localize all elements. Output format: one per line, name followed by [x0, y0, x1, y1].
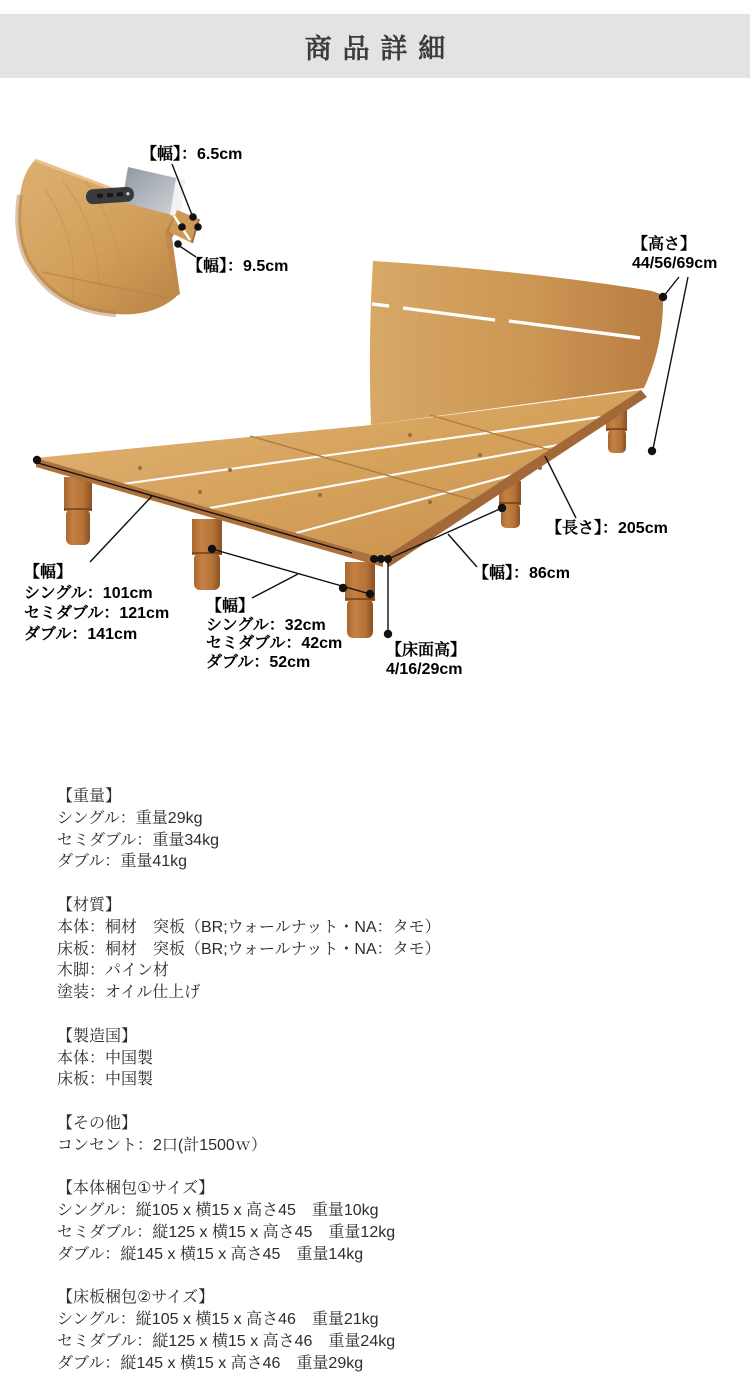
- dimension-dot: [339, 584, 347, 592]
- dimension-dot: [208, 545, 216, 553]
- spec-line: [57, 1263, 441, 1285]
- spec-line: [57, 1001, 441, 1023]
- dimension-dot: [648, 447, 656, 455]
- bed-leg: [192, 519, 222, 590]
- spec-line: 本体：中国製: [57, 1049, 154, 1067]
- bed-leg: [64, 477, 92, 545]
- spec-line: 床板：桐材 突板（BR;ウォールナット・NA：タモ）: [57, 940, 441, 958]
- spec-line: 木脚：パイン材: [57, 962, 170, 980]
- spec-line: 【本体梱包①サイズ】: [57, 1180, 215, 1198]
- dimension-dot: [498, 504, 506, 512]
- dimension-dot: [384, 630, 392, 638]
- label-width-mid: 【幅】 シングル：32cm セミダブル：42cm ダブル：52cm: [206, 598, 343, 672]
- spec-line: シングル：縦105 x 横15 x 高さ46 重量21kg: [57, 1311, 379, 1329]
- spec-line: 【製造国】: [57, 1027, 138, 1045]
- dim-legspan-leader: [252, 574, 298, 598]
- label-width-left: 【幅】 シングル：101cm セミダブル：121cm ダブル：141cm: [24, 564, 170, 644]
- spec-line: シングル：重量29kg: [57, 809, 203, 827]
- spec-line: 【その他】: [57, 1114, 138, 1132]
- dimension-dot: [384, 555, 392, 563]
- spec-line: [57, 870, 441, 892]
- label-shelf-width: 【幅】：6.5cm: [141, 146, 243, 163]
- spec-line: 塗装：オイル仕上げ: [57, 984, 201, 1002]
- dimension-dot: [178, 223, 186, 231]
- spec-line: 【材質】: [57, 896, 122, 914]
- label-width-86: 【幅】：86cm: [473, 565, 570, 582]
- label-length: 【長さ】：205cm: [546, 520, 668, 537]
- spec-line: 【重量】: [57, 788, 122, 805]
- spec-line: セミダブル：重量34kg: [57, 831, 220, 849]
- dimension-dot: [189, 213, 197, 221]
- spec-text-block: [57, 783, 441, 1372]
- spec-line: セミダブル：縦125 x 横15 x 高さ45 重量12kg: [57, 1223, 396, 1241]
- inset-headboard-photo: [18, 160, 199, 314]
- spec-line: 【床板梱包②サイズ】: [57, 1289, 215, 1307]
- spec-line: 本体：桐材 突板（BR;ウォールナット・NA：タモ）: [57, 918, 441, 936]
- spec-line: ダブル：縦145 x 横15 x 高さ46 重量29kg: [57, 1354, 364, 1372]
- label-height: 【高さ】 44/56/69cm: [632, 236, 718, 272]
- page-title: 商品詳細: [304, 33, 456, 64]
- spec-line: コンセント：2口(計1500ｗ）: [57, 1136, 267, 1154]
- label-shelf-depth: 【幅】：9.5cm: [187, 258, 289, 275]
- dimension-dot: [174, 240, 182, 248]
- dim-shelfdepth-leader: [178, 245, 196, 257]
- bed-leg: [345, 562, 375, 638]
- spec-line: シングル：縦105 x 横15 x 高さ45 重量10kg: [57, 1202, 379, 1220]
- dim-length205-leader: [545, 456, 576, 518]
- dimension-dot: [194, 223, 202, 231]
- spec-line: ダブル：重量41kg: [57, 853, 188, 871]
- spec-line: [57, 1088, 441, 1110]
- dim-width86-leader: [448, 534, 477, 567]
- dimension-dot: [377, 555, 385, 563]
- dimension-dot: [33, 456, 41, 464]
- dimension-dot: [370, 555, 378, 563]
- dimension-dot: [659, 293, 667, 301]
- label-floor-height: 【床面高】 4/16/29cm: [386, 642, 467, 678]
- spec-line: セミダブル：縦125 x 横15 x 高さ46 重量24kg: [57, 1332, 396, 1350]
- dimension-dot: [366, 590, 374, 598]
- spec-line: 床板：中国製: [57, 1071, 154, 1089]
- spec-line: [57, 1154, 441, 1176]
- spec-line: ダブル：縦145 x 横15 x 高さ45 重量14kg: [57, 1245, 364, 1263]
- dim-width101-leader: [90, 496, 152, 562]
